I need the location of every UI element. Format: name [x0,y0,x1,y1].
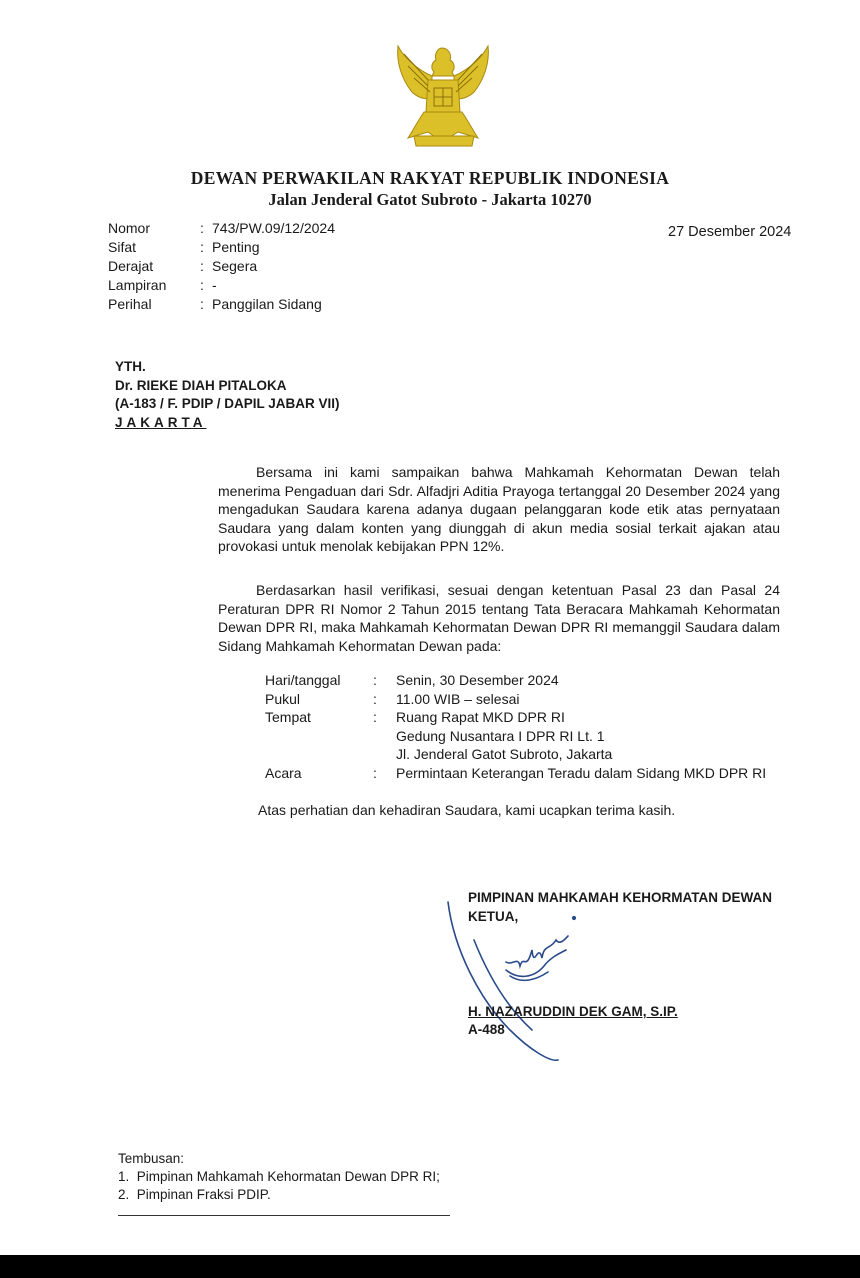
signatory-name-block [468,1003,678,1039]
schedule-value: Permintaan Keterangan Teradu dalam Sidang MKD DPR RI [396,764,767,781]
place-line-2: Gedung Nusantara I DPR RI Lt. 1 [396,727,605,744]
schedule-row-time [265,690,766,709]
body-paragraph-2: Berdasarkan hasil verifikasi, sesuai dengan ketentuan Pasal 23 dan Pasal 24 Peraturan DPR RI Nomor 2 Tahun 2015 tentang Tata Beracara Mahkamah Kehormatan Dewan DPR RI, maka Mahkamah Kehormatan Dewan DPR RI memanggil Saudara dalam Sidang Mahkamah Kehormatan Dewan pada: [218,582,780,654]
schedule-label: Tempat [265,709,311,725]
letter-metadata [108,219,335,314]
meta-colon: : [200,277,204,293]
recipient-name: Dr. RIEKE DIAH PITALOKA [115,377,287,393]
recipient-city: JAKARTA [115,414,207,430]
signatory-member-no: A-488 [468,1022,505,1037]
recipient-detail: (A-183 / F. PDIP / DAPIL JABAR VII) [115,396,340,411]
schedule-colon: : [373,764,377,781]
meta-label: Derajat [108,258,154,274]
signatory-role: KETUA, [468,909,519,924]
place-line-3: Jl. Jenderal Gatot Subroto, Jakarta [396,746,613,762]
meta-value: Segera [212,258,258,274]
schedule-value: Senin, 30 Desember 2024 [396,672,559,688]
cc-block [118,1150,440,1204]
recipient-greeting: YTH. [115,359,146,374]
meta-value: 743/PW.09/12/2024 [212,220,335,236]
schedule-value: 11.00 WIB – selesai [396,690,520,707]
signatory-name: H. NAZARUDDIN DEK GAM, S.IP. [468,1004,678,1019]
letter-date: 27 Desember 2024 [668,224,792,240]
garuda-emblem-icon [388,40,498,152]
place-line-1: Ruang Rapat MKD DPR RI [396,709,565,725]
body-paragraph-1: Bersama ini kami sampaikan bahwa Mahkamah Kehormatan Dewan telah menerima Pengaduan dari Sdr. Alfadjri Aditia Prayoga tertanggal 20 Desember 2024 yang mengadukan Saudara karena adanya dugaan pelanggaran kode etik atas pernyataan Saudara yang dalam konten yang diunggah di akun media sosial terkait ajakan atau provokasi untuk menolak kebijakan PPN 12%. [218,464,780,554]
meta-label: Nomor [108,220,151,236]
cc-item: 1. Pimpinan Mahkamah Kehormatan Dewan DPR RI; [118,1169,440,1184]
schedule-label: Hari/tanggal [265,672,341,688]
handwritten-signature-icon [440,880,610,1070]
cc-divider [118,1215,450,1216]
hearing-schedule [265,671,766,782]
letterhead-address: Jalan Jenderal Gatot Subroto - Jakarta 10270 [268,190,592,209]
meta-value: - [212,277,217,293]
meta-label: Perihal [108,296,152,312]
closing-sentence: Atas perhatian dan kehadiran Saudara, kami ucapkan terima kasih. [258,802,676,818]
schedule-colon: : [373,709,377,725]
letterhead-institution: DEWAN PERWAKILAN RAKYAT REPUBLIK INDONESIA [190,168,670,188]
schedule-label: Pukul [265,690,301,707]
schedule-value [396,708,612,764]
cc-title: Tembusan: [118,1151,185,1166]
meta-row-nomor [108,219,335,238]
meta-row-sifat [108,238,335,257]
meta-colon: : [200,258,204,274]
recipient-block [115,358,340,432]
meta-colon: : [200,239,204,255]
schedule-colon: : [373,690,377,707]
meta-row-perihal [108,295,335,314]
schedule-colon: : [373,672,377,688]
cc-item: 2. Pimpinan Fraksi PDIP. [118,1187,271,1202]
meta-value: Panggilan Sidang [212,296,322,312]
meta-row-lampiran [108,276,335,295]
schedule-label: Acara [265,764,302,781]
meta-colon: : [200,220,204,236]
schedule-row-agenda [265,764,766,783]
meta-label: Lampiran [108,277,167,293]
schedule-row-place [265,708,766,764]
meta-colon: : [200,296,204,312]
bottom-bar [0,1255,860,1278]
schedule-row-day [265,671,766,690]
signatory-office: PIMPINAN MAHKAMAH KEHORMATAN DEWAN [468,890,772,905]
meta-row-derajat [108,257,335,276]
meta-label: Sifat [108,239,137,255]
meta-value: Penting [212,239,260,255]
